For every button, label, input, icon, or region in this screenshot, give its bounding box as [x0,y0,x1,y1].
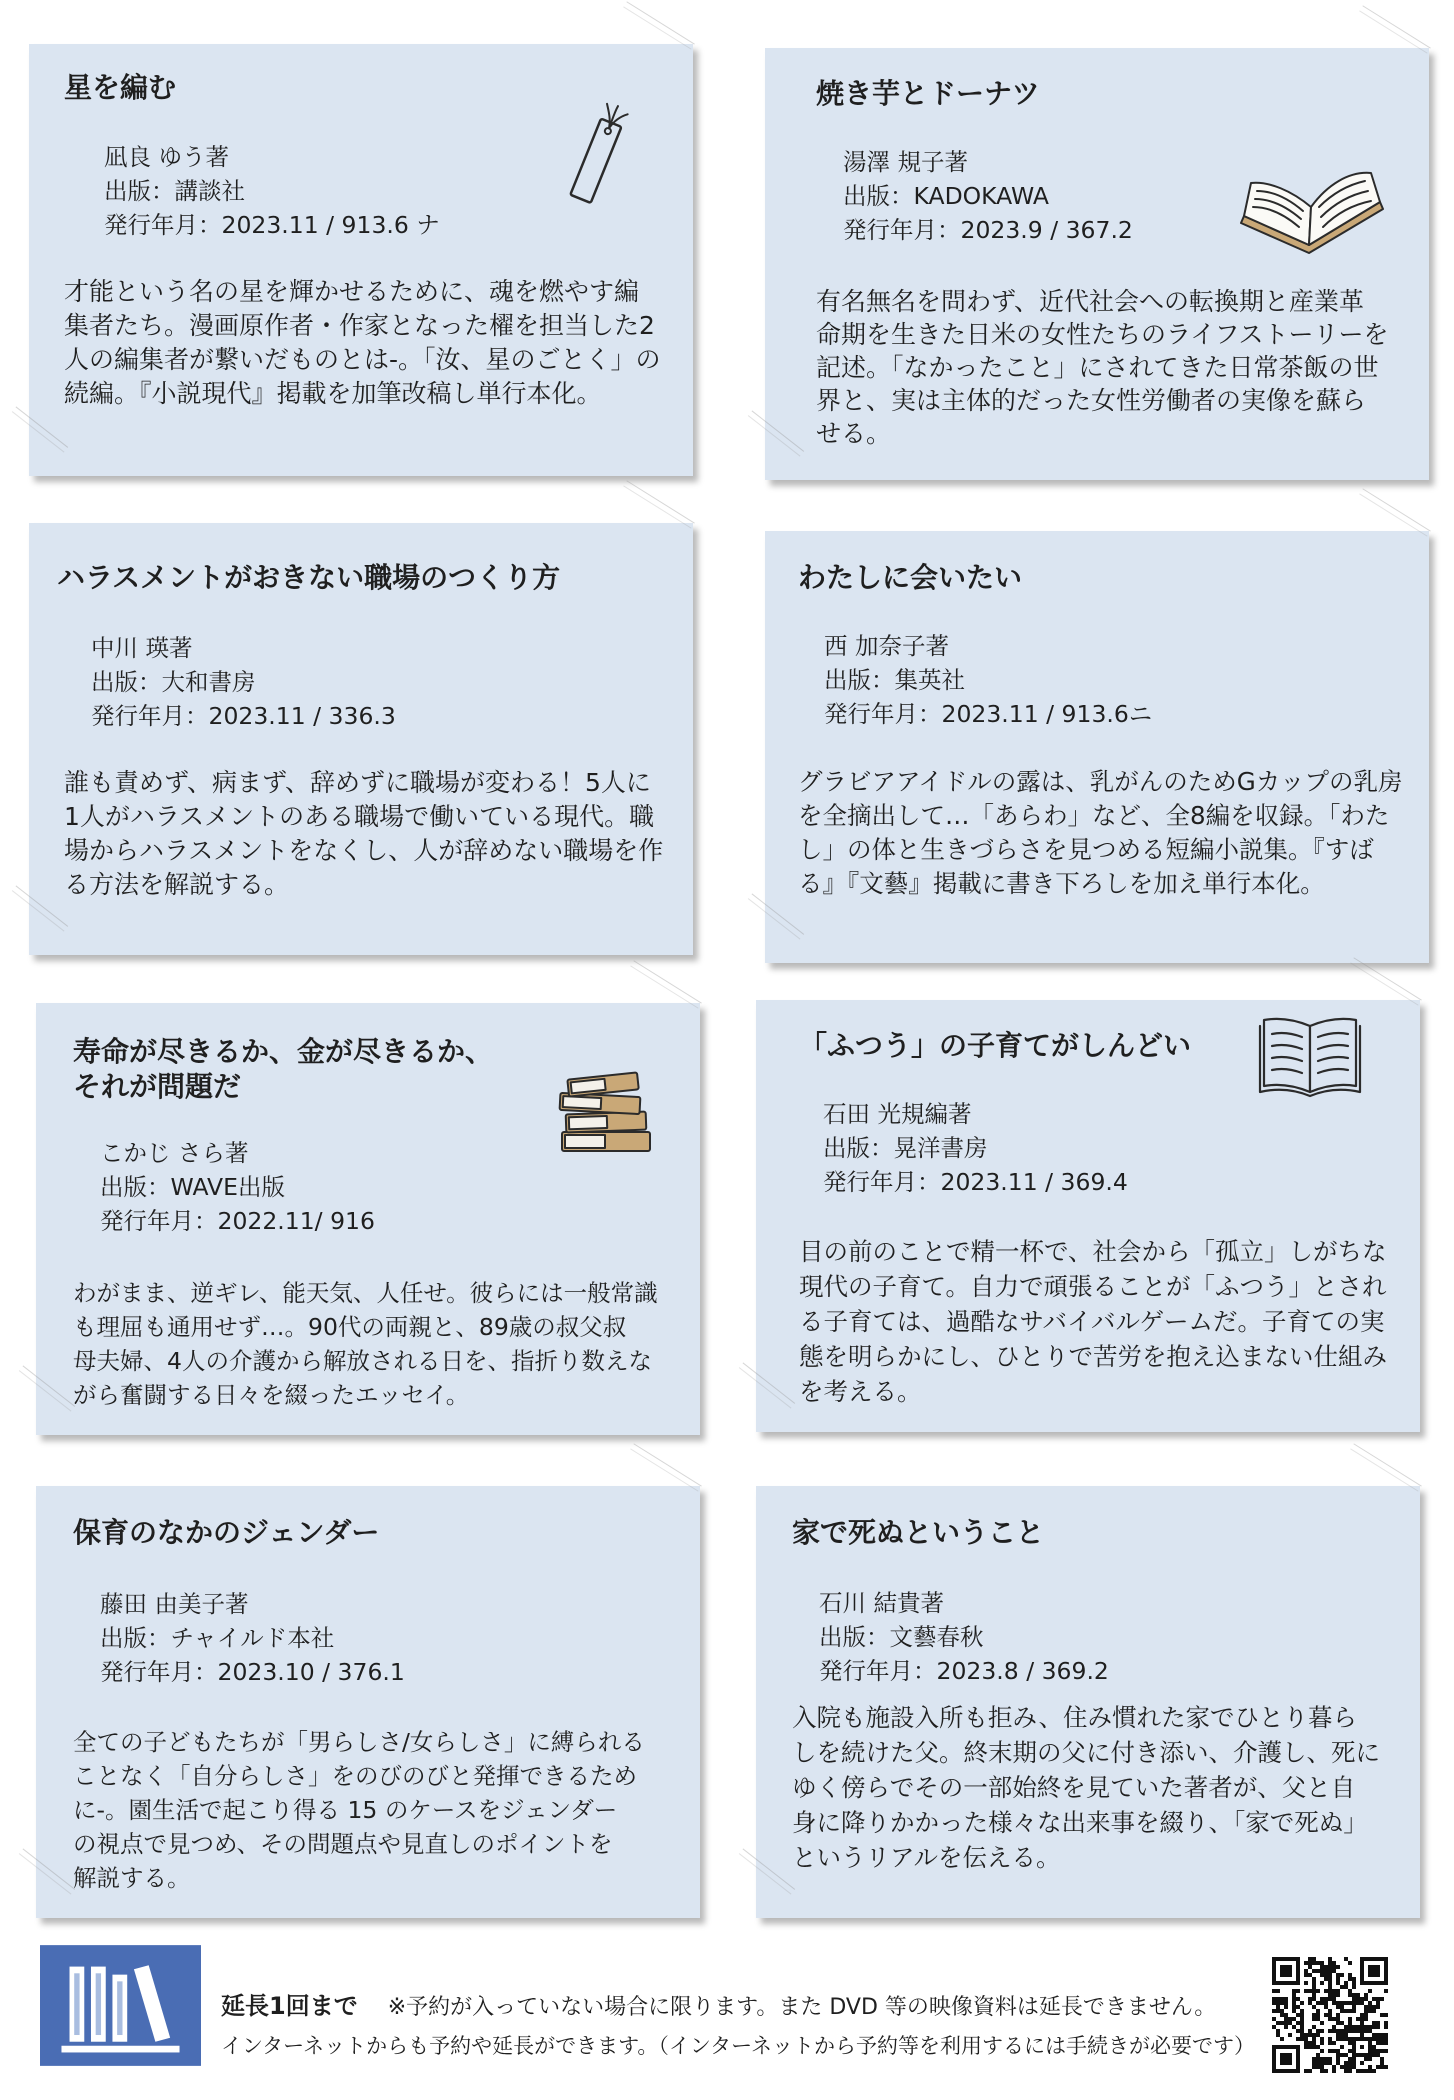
book-title [816,76,1040,111]
book-info [843,145,1133,247]
book-issue-date: 発行年月：2023.11 / 913.6ニ [824,700,1153,728]
tape-line [748,893,804,939]
book-card-3 [29,523,693,955]
book-title [73,1515,379,1550]
description-line: し」の体と生きづらさを見つめる短編小説集。『すば [798,835,1374,864]
book-title [73,1034,493,1104]
tape-line [1350,957,1422,1005]
tape-line [748,410,804,456]
description-line: 現代の子育て。自力で頑張ることが「ふつう」とされ [799,1272,1387,1301]
description-line: ことなく「自分らしさ」をのびのびと発揮できるため [73,1762,637,1790]
description-line: 目の前のことで精一杯で、社会から「孤立」しがちな [799,1237,1387,1266]
book-title [64,70,176,105]
extension-note: ※予約が入っていない場合に限ります。また DVD 等の映像資料は延長できません。 [387,1995,1217,2020]
book-description [799,1234,1387,1409]
tape-line [19,1365,75,1411]
book-publisher: 出版：文藝春秋 [819,1623,984,1651]
book-stack-icon [556,1066,656,1154]
book-publisher: 出版：KADOKAWA [843,182,1049,210]
description-line: 界と、実は主体的だった女性労働者の実像を蘇ら [816,386,1367,415]
description-line: の視点で見つめ、その問題点や見直しのポイントを [73,1830,613,1858]
tape-line [12,406,68,452]
description-line: も理屈も通用せず…。90代の両親と、89歳の叔父叔 [73,1313,627,1341]
description-line: る』『文藝』掲載に書き下ろしを加え単行本化。 [798,869,1325,898]
description-line: 有名無名を問わず、近代社会への転換期と産業革 [816,287,1365,316]
tape-line [1359,488,1431,536]
book-author: 中川 瑛著 [91,634,193,662]
book-issue-date: 発行年月：2022.11/ 916 [100,1207,375,1235]
description-line: 全ての子どもたちが「男らしさ/女らしさ」に縛られる [73,1728,645,1756]
description-line: を考える。 [799,1377,922,1406]
book-publisher: 出版：講談社 [104,177,245,205]
book-author: 石川 結貴著 [819,1589,944,1617]
book-author: 湯澤 規子著 [843,148,968,176]
description-line: 人の編集者が繋いだものとは-。「汝、星のごとく」の [64,345,661,374]
description-line: に-。園生活で起こり得る 15 のケースをジェンダー [73,1796,618,1824]
book-publisher: 出版：WAVE出版 [100,1173,285,1201]
description-line: 身に降りかかった様々な出来事を綴り、「家で死ぬ」 [792,1808,1368,1837]
book-issue-date: 発行年月：2023.11 / 913.6 ナ [104,211,440,239]
book-info [100,1136,375,1238]
description-line: せる。 [816,419,892,448]
extension-limit-label: 延長1回まで [221,1992,358,2020]
book-title-line: 星を編む [64,71,177,104]
book-card-2 [765,48,1429,480]
book-publisher: 出版：チャイルド本社 [100,1624,335,1652]
book-title [57,560,560,595]
book-author: 藤田 由美子著 [100,1590,249,1618]
description-line: がら奮闘する日々を綴ったエッセイ。 [73,1381,470,1409]
book-card-4 [765,531,1429,963]
description-line: 入院も施設入所も拒み、住み慣れた家でひとり暮ら [792,1703,1357,1732]
book-issue-date: 発行年月：2023.8 / 369.2 [819,1657,1109,1685]
book-title-line: わたしに会いたい [798,561,1023,594]
book-title-line: 焼き芋とドーナツ [816,77,1040,110]
book-issue-date: 発行年月：2023.11 / 336.3 [91,702,396,730]
tape-line [1359,5,1431,53]
book-author: 凪良 ゆう著 [104,143,229,171]
book-issue-date: 発行年月：2023.9 / 367.2 [843,216,1133,244]
book-title-line: 家で死ぬということ [792,1516,1045,1549]
description-line: 集者たち。漫画原作者・作家となった櫂を担当した2 [64,311,655,340]
book-card-7 [36,1486,700,1918]
library-books-icon [40,1945,201,2066]
description-line: わがまま、逆ギレ、能天気、人任せ。彼らには一般常識 [73,1279,658,1307]
book-author: 西 加奈子著 [824,632,949,660]
description-line: ゆく傍らでその一部始終を見ていた著者が、父と自 [792,1773,1356,1802]
book-info [91,631,396,733]
bookmark-icon [562,96,632,208]
tape-line [1350,1443,1422,1491]
tape-line [630,1443,702,1491]
book-title-line: 寿命が尽きるか、金が尽きるか、 [73,1035,494,1068]
tape-line [630,960,702,1008]
book-description [64,275,661,411]
book-publisher: 出版：晃洋書房 [823,1134,988,1162]
book-publisher: 出版：大和書房 [91,668,256,696]
book-issue-date: 発行年月：2023.10 / 376.1 [100,1658,405,1686]
description-line: る方法を解説する。 [64,870,290,899]
book-title [798,560,1022,595]
description-line: 命期を生きた日米の女性たちのライフストーリーを [816,320,1389,349]
description-line: 解説する。 [73,1864,191,1892]
book-description [792,1700,1380,1875]
book-info [819,1586,1109,1688]
book-description [73,1725,645,1895]
book-author: こかじ さら著 [100,1139,249,1167]
book-title-line: それが問題だ [73,1070,242,1103]
book-title-line: 「ふつう」の子育てがしんどい [799,1029,1192,1062]
book-card-1 [29,44,693,476]
book-description [64,766,663,902]
open-book-icon [1237,161,1387,256]
book-info [824,629,1152,731]
description-line: 1人がハラスメントのある職場で働いている現代。職 [64,802,655,831]
tape-line [623,480,695,528]
extension-info-line [221,1990,1216,2025]
qr-code-icon [1272,1957,1388,2073]
description-line: 誰も責めず、病まず、辞めずに職場が変わる！5人に [64,768,651,797]
description-line: 場からハラスメントをなくし、人が辞めない職場を作 [64,836,664,865]
description-line: る子育ては、過酷なサバイバルゲームだ。子育ての実 [799,1307,1385,1336]
description-line: 続編。『小説現代』掲載を加筆改稿し単行本化。 [64,379,602,408]
book-card-5 [36,1003,700,1435]
description-line: グラビアアイドルの露は、乳がんのためGカップの乳房 [798,767,1403,796]
book-author: 石田 光規編著 [823,1100,972,1128]
description-line: 才能という名の星を輝かせるために、魂を燃やす編 [64,277,640,306]
book-description [73,1276,658,1412]
book-title [799,1028,1191,1063]
tape-line [623,1,695,49]
book-info [823,1097,1128,1199]
tape-line [739,1848,795,1894]
description-line: というリアルを伝える。 [792,1843,1061,1872]
book-title-line: ハラスメントがおきない職場のつくり方 [57,561,561,594]
tape-line [19,1848,75,1894]
book-info [104,140,440,242]
book-publisher: 出版：集英社 [824,666,965,694]
book-title [792,1515,1044,1550]
description-line: を全摘出して…「あらわ」など、全8編を収録。「わた [798,801,1390,830]
book-card-8 [756,1486,1420,1918]
description-line: 態を明らかにし、ひとりで苦労を抱え込まない仕組み [799,1342,1387,1371]
open-book-outline-icon [1256,1012,1364,1100]
book-description [798,765,1403,901]
book-info [100,1587,405,1689]
tape-line [12,885,68,931]
tape-line [739,1362,795,1408]
book-title-line: 保育のなかのジェンダー [73,1516,380,1549]
book-description [816,285,1389,450]
book-card-6 [756,1000,1420,1432]
internet-reservation-note: インターネットからも予約や延長ができます。（インターネットから予約等を利用するには手続きが必要です） [221,2034,1256,2058]
description-line: 母夫婦、4人の介護から解放される日を、指折り数えな [73,1347,652,1375]
description-line: しを続けた父。終末期の父に付き添い、介護し、死に [792,1738,1380,1767]
description-line: 記述。「なかったこと」にされてきた日常茶飯の世 [816,353,1379,382]
book-issue-date: 発行年月：2023.11 / 369.4 [823,1168,1128,1196]
